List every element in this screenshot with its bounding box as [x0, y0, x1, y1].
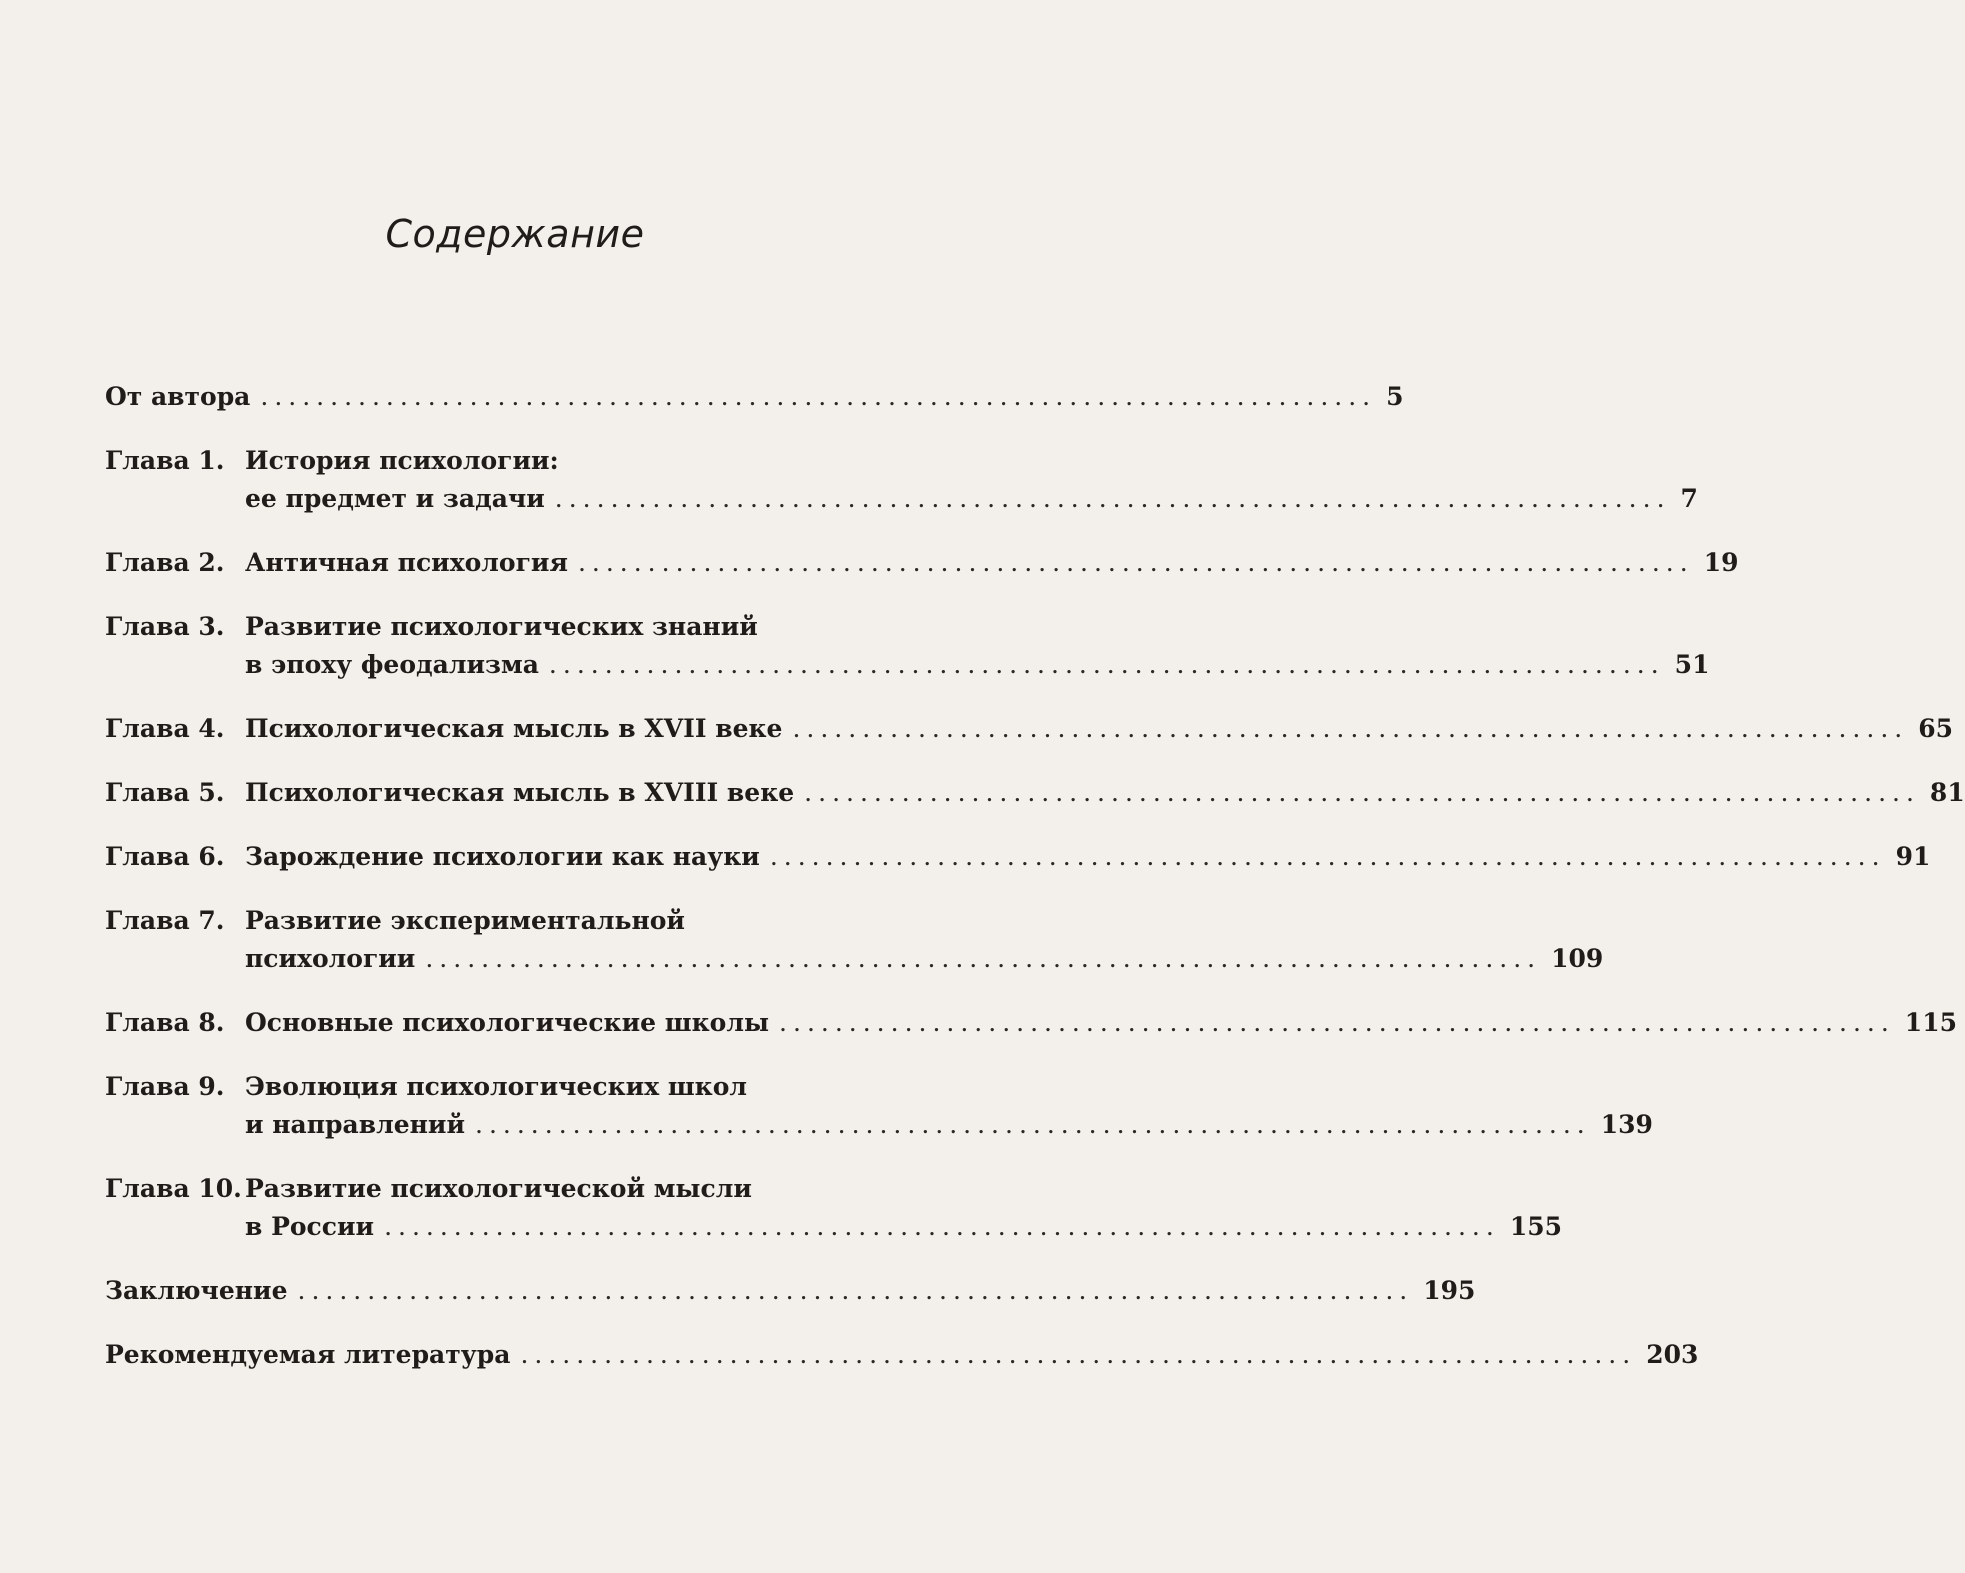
toc-entry [105, 544, 1739, 582]
toc-page [105, 0, 1965, 1573]
chapter-label: Глава 6. [105, 842, 225, 871]
entry-title-line: Основные психологические школы [245, 1008, 770, 1037]
entry-last-line [245, 480, 1698, 518]
entry-last-line [245, 1004, 1957, 1042]
entry-title-line: Психологическая мысль в XVIII веке [245, 778, 795, 807]
page-number: 109 [1551, 944, 1604, 973]
entry-last-line [105, 378, 1404, 416]
page-number: 5 [1386, 382, 1404, 411]
toc-entry [105, 774, 1965, 812]
entry-last-line [245, 1106, 1653, 1144]
entry-title-line: Эволюция психологических школ [245, 1072, 748, 1101]
entry-title-line: От автора [105, 382, 251, 411]
dot-leader: ................................................................................ [548, 650, 1665, 679]
toc-entry [105, 1336, 1699, 1374]
entry-title-line: Развитие психологической мысли [245, 1174, 752, 1203]
toc-entry [105, 1170, 1563, 1246]
chapter-label: Глава 5. [105, 778, 225, 807]
page-number: 51 [1674, 650, 1710, 679]
page-number: 7 [1680, 484, 1698, 513]
dot-leader: ................................................................................ [260, 382, 1377, 411]
entry-title-line: Зарождение психологии как науки [245, 842, 760, 871]
chapter-label: Глава 8. [105, 1008, 225, 1037]
toc-entry-content [245, 838, 1931, 876]
toc-list [105, 378, 1965, 1374]
chapter-label: Глава 7. [105, 906, 225, 935]
entry-last-line [245, 544, 1739, 582]
entry-last-line [245, 646, 1710, 684]
toc-entry-content [245, 442, 1698, 518]
entry-title-line: Заключение [105, 1276, 288, 1305]
chapter-label: Глава 4. [105, 714, 225, 743]
toc-entry-content [245, 902, 1604, 978]
dot-leader: ................................................................................ [804, 778, 1920, 807]
chapter-label: Глава 10. [105, 1174, 242, 1203]
dot-leader: ................................................................................ [297, 1276, 1414, 1305]
entry-last-line [105, 1336, 1699, 1374]
entry-last-line [245, 710, 1954, 748]
dot-leader: ................................................................................ [769, 842, 1886, 871]
toc-entry-content [245, 544, 1739, 582]
dot-leader: ................................................................................ [554, 484, 1671, 513]
entry-title-line: Античная психология [245, 548, 568, 577]
dot-leader: ................................................................................ [779, 1008, 1895, 1037]
page-number: 65 [1918, 714, 1954, 743]
toc-entry [105, 378, 1404, 416]
entry-last-line [245, 1208, 1563, 1246]
toc-entry-content [245, 710, 1954, 748]
toc-entry-content [105, 378, 1404, 416]
toc-entry-content [245, 608, 1710, 684]
toc-entry-content [105, 1336, 1699, 1374]
toc-entry-content [245, 1004, 1957, 1042]
toc-entry-content [245, 1170, 1563, 1246]
page-number: 91 [1895, 842, 1931, 871]
toc-entry [105, 838, 1931, 876]
page-number: 155 [1509, 1212, 1563, 1241]
entry-last-line [245, 774, 1965, 812]
page-number: 115 [1904, 1008, 1957, 1037]
entry-title-line: в России [245, 1212, 375, 1241]
chapter-label: Глава 2. [105, 548, 225, 577]
entry-last-line [245, 838, 1931, 876]
page-number: 19 [1703, 548, 1739, 577]
entry-title-line: Развитие психологических знаний [245, 612, 758, 641]
entry-last-line [105, 1272, 1476, 1310]
entry-title-line: Рекомендуемая литература [105, 1340, 511, 1369]
page-number: 139 [1600, 1110, 1653, 1139]
toc-entry [105, 1068, 1653, 1144]
entry-title-line: психологии [245, 944, 416, 973]
chapter-label: Глава 1. [105, 446, 225, 475]
toc-entry [105, 1272, 1476, 1310]
page-number: 195 [1423, 1276, 1476, 1305]
entry-last-line [245, 940, 1604, 978]
dot-leader: ................................................................................ [425, 944, 1542, 973]
entry-title-line: Психологическая мысль в XVII веке [245, 714, 783, 743]
toc-entry-content [245, 774, 1965, 812]
chapter-label: Глава 9. [105, 1072, 225, 1101]
toc-entry-content [105, 1272, 1476, 1310]
entry-title-line: и направлений [245, 1110, 466, 1139]
entry-title-line: История психологии: [245, 446, 559, 475]
dot-leader: ................................................................................ [792, 714, 1909, 743]
dot-leader: ................................................................................ [475, 1110, 1591, 1139]
dot-leader: ................................................................................ [520, 1340, 1637, 1369]
chapter-label: Глава 3. [105, 612, 225, 641]
page-number: 81 [1929, 778, 1965, 807]
dot-leader: ................................................................................ [577, 548, 1694, 577]
toc-entry [105, 608, 1710, 684]
toc-entry [105, 710, 1954, 748]
toc-entry [105, 442, 1698, 518]
dot-leader: ................................................................................ [384, 1212, 1500, 1241]
toc-entry-content [245, 1068, 1653, 1144]
toc-entry [105, 902, 1604, 978]
toc-entry [105, 1004, 1957, 1042]
page-number: 203 [1646, 1340, 1699, 1369]
page-title: Содержание [385, 212, 645, 256]
entry-title-line: ее предмет и задачи [245, 484, 545, 513]
entry-title-line: Развитие экспериментальной [245, 906, 685, 935]
entry-title-line: в эпоху феодализма [245, 650, 539, 679]
